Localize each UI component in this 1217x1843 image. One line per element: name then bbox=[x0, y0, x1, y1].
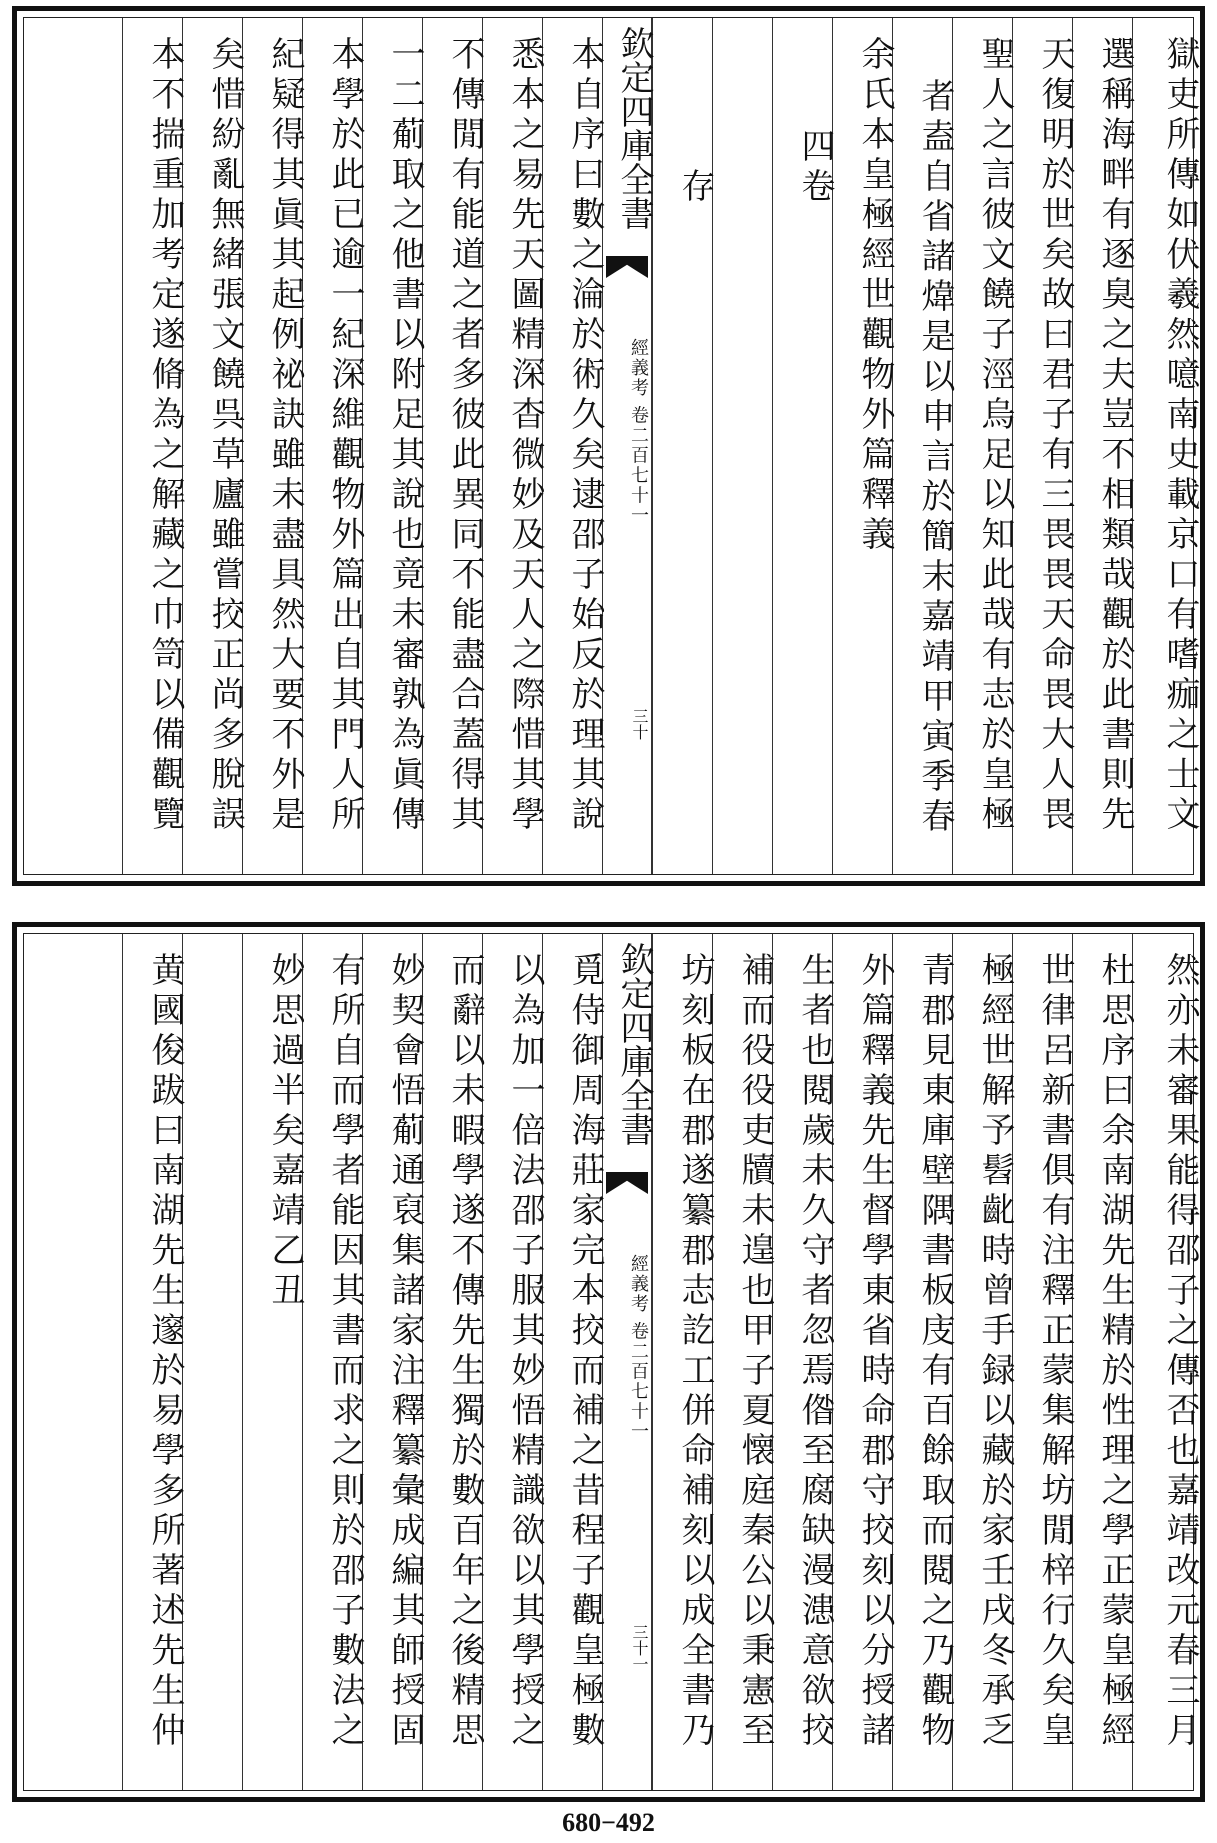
column-text: 者盍自省諸煒是以申言於簡末嘉靖甲寅季春 bbox=[915, 78, 955, 838]
column-text: 獄吏所傳如伏羲然噫南史載京口有嗜痂之士文 bbox=[1160, 36, 1200, 836]
page-number: 三十一 bbox=[630, 1624, 649, 1672]
text-column bbox=[302, 934, 365, 1790]
text-column bbox=[832, 18, 895, 874]
text-column bbox=[242, 18, 305, 874]
text-column bbox=[242, 934, 305, 1790]
text-column bbox=[772, 934, 835, 1790]
text-column bbox=[542, 934, 605, 1790]
book-title: 欽定四庫全書 bbox=[614, 942, 654, 1146]
column-text: 極經世解予髫齔時曾手録以藏於家壬戌冬承乏 bbox=[975, 952, 1015, 1752]
text-column bbox=[1012, 18, 1075, 874]
book-title: 欽定四庫全書 bbox=[614, 26, 654, 230]
fish-tail-mark bbox=[606, 1172, 648, 1194]
column-text: 黄國俊跋曰南湖先生邃於易學多所著述先生仲 bbox=[145, 952, 185, 1752]
text-column bbox=[1132, 934, 1200, 1790]
blank-column bbox=[182, 934, 242, 1790]
column-text: 補而役役吏牘未遑也甲子夏懐庭秦公以秉憲至 bbox=[735, 952, 775, 1752]
text-column bbox=[712, 18, 772, 874]
bottom-page-panel bbox=[12, 922, 1205, 1802]
text-column bbox=[302, 18, 365, 874]
column-text: 本不揣重加考定遂脩為之解藏之巾笥以備觀覽 bbox=[145, 36, 185, 836]
column-text: 選稱海畔有逐臭之夫豈不相類哉觀於此書則先 bbox=[1095, 36, 1135, 836]
column-text: 然亦未審果能得邵子之傳否也嘉靖改元春三月 bbox=[1160, 952, 1200, 1752]
column-text: 妙契會悟葪通裒集諸家注釋纂彙成編其師授固 bbox=[385, 952, 425, 1752]
text-column bbox=[182, 18, 245, 874]
text-column bbox=[952, 18, 1015, 874]
text-column bbox=[832, 934, 895, 1790]
column-text: 余氏本皇極經世觀物外篇釋義 bbox=[855, 36, 895, 556]
text-column bbox=[362, 934, 425, 1790]
column-text: 世律呂新書俱有注釋正蒙集解坊閒梓行久矣皇 bbox=[1035, 952, 1075, 1752]
text-column bbox=[1132, 18, 1200, 874]
column-text: 青郡見東庫壁隅書板庋有百餘取而閱之乃觀物 bbox=[915, 952, 955, 1752]
text-column bbox=[892, 18, 955, 874]
top-page-frame bbox=[23, 17, 1200, 875]
page-margin-column bbox=[602, 18, 652, 874]
text-column bbox=[1012, 934, 1075, 1790]
blank-column bbox=[24, 18, 122, 874]
column-text: 不傳閒有能道之者多彼此異同不能盡合蓋得其 bbox=[445, 36, 485, 836]
column-text: 以為加一倍法邵子服其妙悟精識欲以其學授之 bbox=[505, 952, 545, 1752]
column-text: 生者也閱歲未久守者忽焉偺至腐缺漫漶意欲挍 bbox=[795, 952, 835, 1752]
text-column bbox=[952, 934, 1015, 1790]
text-column bbox=[122, 18, 185, 874]
text-column bbox=[712, 934, 775, 1790]
text-column bbox=[1072, 934, 1135, 1790]
page-margin-column bbox=[602, 934, 652, 1790]
section-label: 經義考 卷二百七十一 bbox=[628, 1254, 649, 1442]
column-text: 悉本之易先天圖精深杳微妙及天人之際惜其學 bbox=[505, 36, 545, 836]
text-column bbox=[122, 934, 185, 1790]
text-column bbox=[1072, 18, 1135, 874]
text-column bbox=[772, 18, 835, 874]
text-column bbox=[542, 18, 605, 874]
column-text: 本學於此已逾一紀深維觀物外篇出自其門人所 bbox=[325, 36, 365, 836]
column-text: 坊刻板在郡遂纂郡志訖工併命補刻以成全書乃 bbox=[675, 952, 715, 1752]
column-text: 杜思序曰余南湖先生精於性理之學正蒙皇極經 bbox=[1095, 952, 1135, 1752]
text-column bbox=[422, 18, 485, 874]
column-text: 而辭以未暇學遂不傳先生獨於數百年之後精思 bbox=[445, 952, 485, 1752]
fish-tail-mark bbox=[606, 256, 648, 278]
column-text: 存 bbox=[675, 168, 715, 208]
column-text: 四卷 bbox=[795, 128, 835, 208]
column-text: 覓侍御周海莊家完本挍而補之昔程子觀皇極數 bbox=[565, 952, 605, 1752]
page-footer-number: 680−492 bbox=[562, 1808, 655, 1837]
column-text: 外篇釋義先生督學東省時命郡守挍刻以分授諸 bbox=[855, 952, 895, 1752]
column-text: 一二葪取之他書以附足其說也竟未審孰為眞傳 bbox=[385, 36, 425, 836]
text-column bbox=[892, 934, 955, 1790]
column-text: 天復明於世矣故曰君子有三畏畏天命畏大人畏 bbox=[1035, 36, 1075, 836]
bottom-page-frame bbox=[23, 933, 1200, 1791]
column-text: 本自序曰數之淪於術久矣逮邵子始反於理其說 bbox=[565, 36, 605, 836]
top-page-panel bbox=[12, 6, 1205, 886]
text-column bbox=[652, 934, 715, 1790]
text-column bbox=[422, 934, 485, 1790]
section-label: 經義考 卷二百七十一 bbox=[628, 338, 649, 526]
column-text: 聖人之言彼文饒子涇烏足以知此哉有志於皇極 bbox=[975, 36, 1015, 836]
column-text: 矣惜紛亂無緒張文饒呉草廬雖嘗挍正尚多脫誤 bbox=[205, 36, 245, 836]
text-column bbox=[652, 18, 715, 874]
blank-column bbox=[24, 934, 122, 1790]
column-text: 紀疑得其眞其起例祕訣雖未盡具然大要不外是 bbox=[265, 36, 305, 836]
column-text: 有所自而學者能因其書而求之則於邵子數法之 bbox=[325, 952, 365, 1752]
column-text: 妙思過半矣嘉靖乙丑 bbox=[265, 952, 305, 1312]
page-number: 三十 bbox=[630, 708, 649, 740]
text-column bbox=[482, 18, 545, 874]
text-column bbox=[482, 934, 545, 1790]
text-column bbox=[362, 18, 425, 874]
